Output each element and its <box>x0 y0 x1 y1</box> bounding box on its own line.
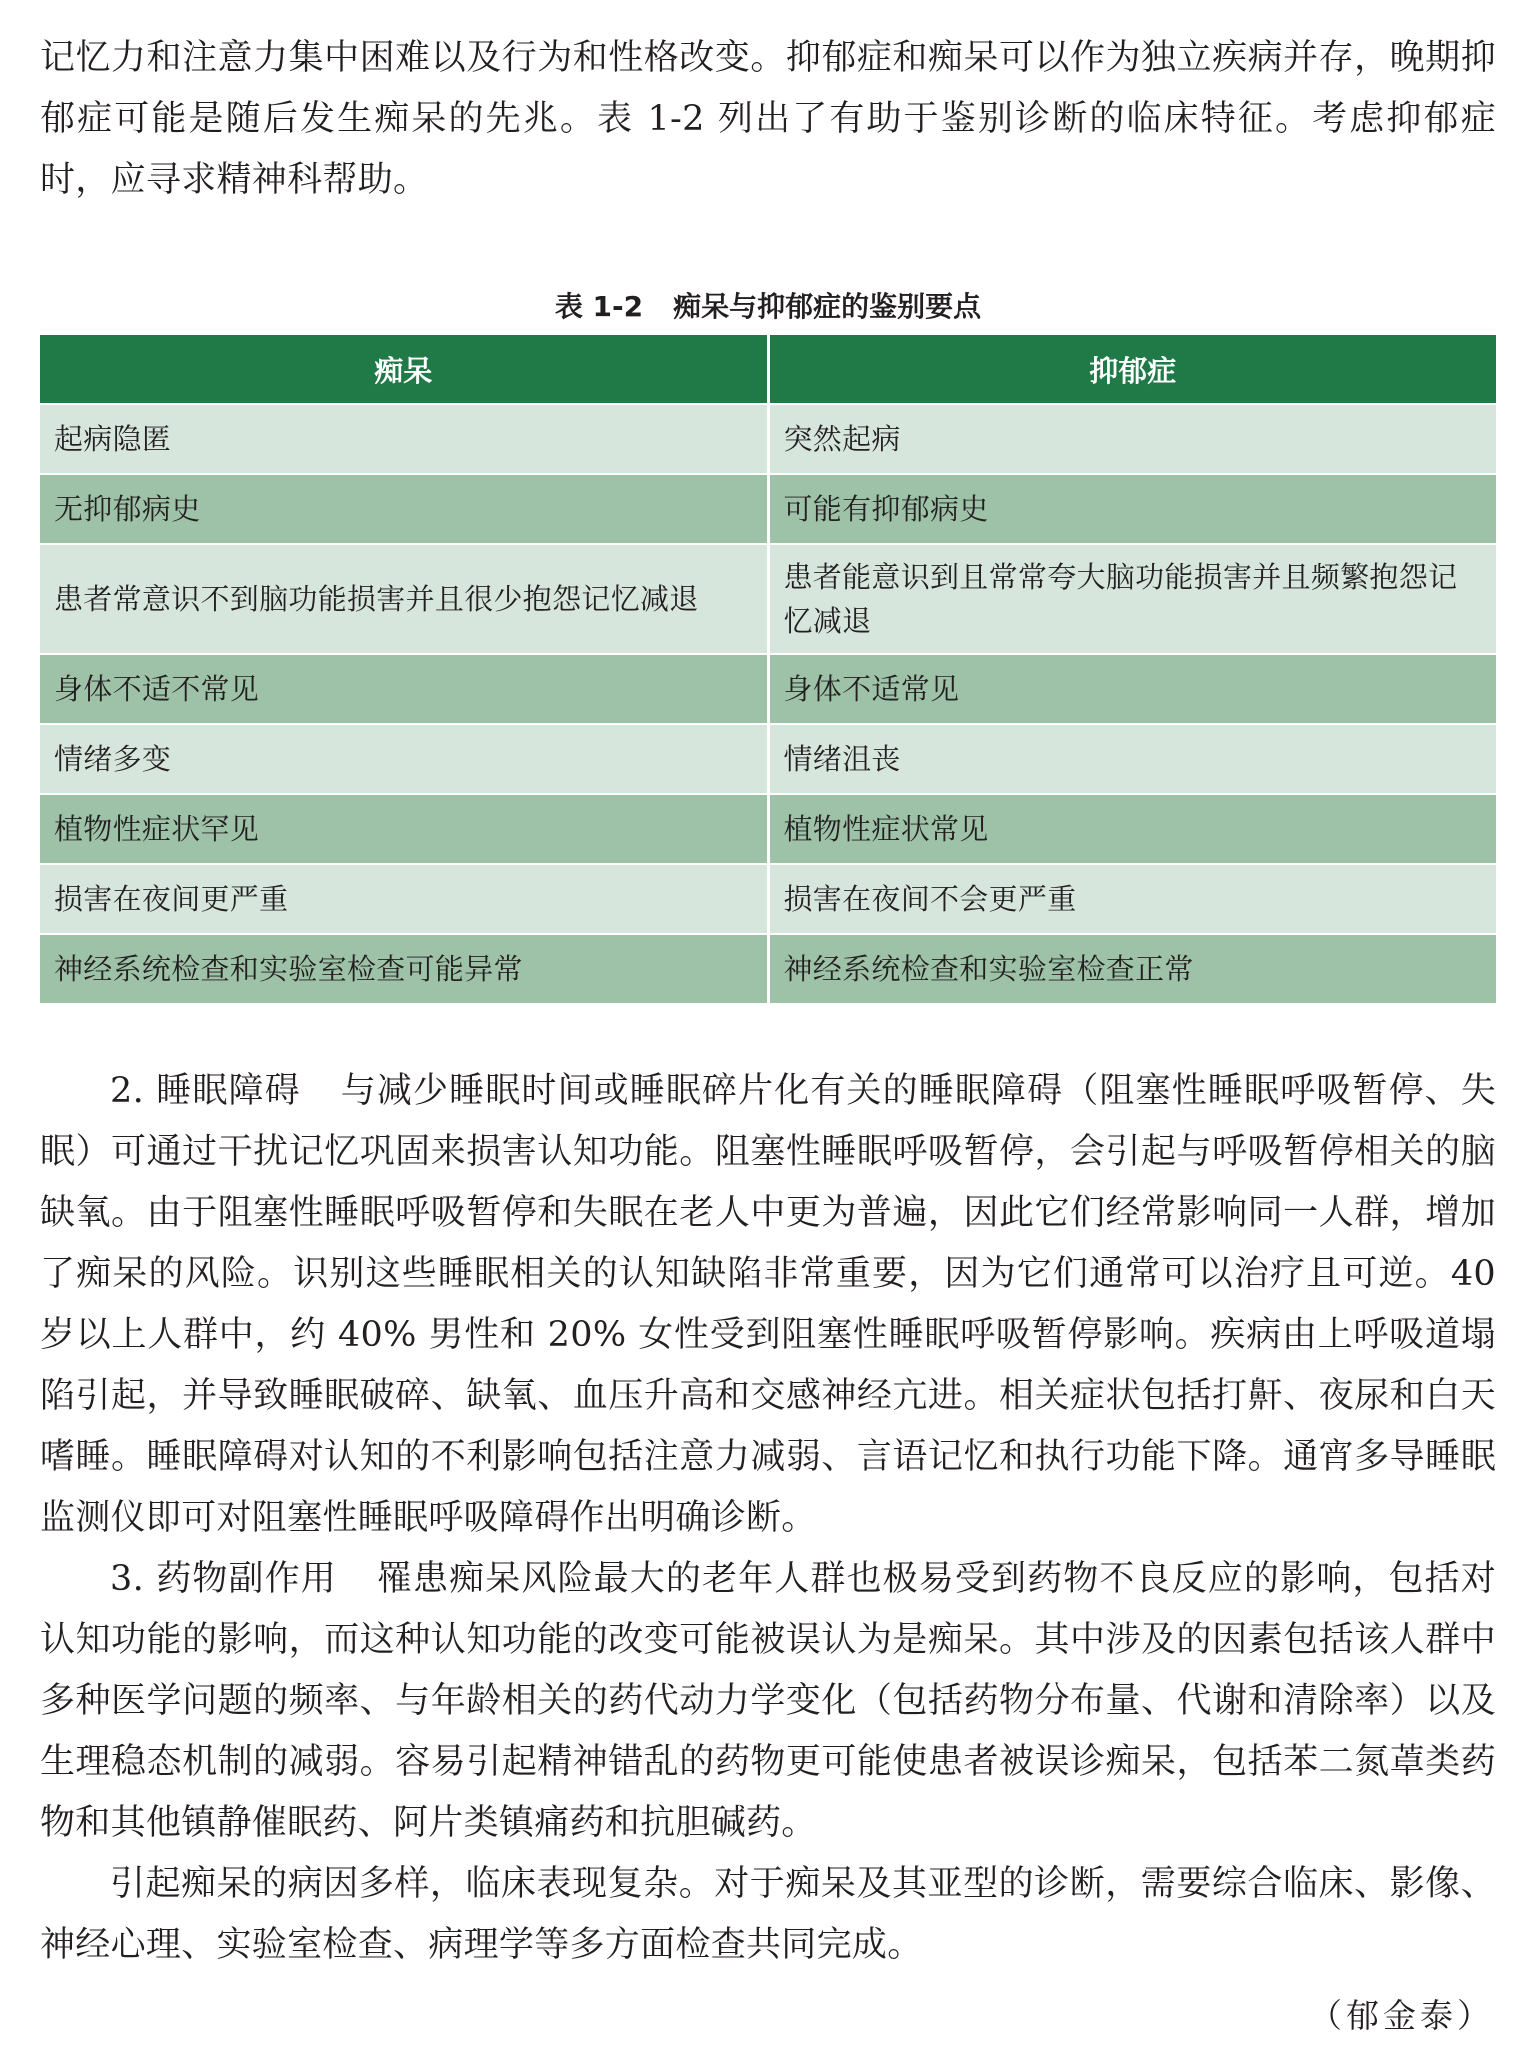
section-title: 2. 睡眠障碍 <box>110 1071 301 1111</box>
cell-dementia: 损害在夜间更严重 <box>40 864 768 934</box>
cell-dementia: 身体不适不常见 <box>40 654 768 724</box>
drug-side-effects-paragraph <box>40 1549 1496 1854</box>
table-row <box>40 404 1496 474</box>
table-row <box>40 654 1496 724</box>
cell-depression: 突然起病 <box>768 404 1496 474</box>
cell-depression: 神经系统检查和实验室检查正常 <box>768 934 1496 1004</box>
cell-depression: 情绪沮丧 <box>768 724 1496 794</box>
sleep-disorder-paragraph <box>40 1061 1496 1549</box>
cell-depression: 患者能意识到且常常夸大脑功能损害并且频繁抱怨记忆减退 <box>768 544 1496 654</box>
conclusion-paragraph: 引起痴呆的病因多样，临床表现复杂。对于痴呆及其亚型的诊断，需要综合临床、影像、神经心理、实验室检查、病理学等多方面检查共同完成。 <box>40 1864 1496 1965</box>
author-signature: （郁金泰） <box>1309 1996 1494 2035</box>
section-text: 与减少睡眠时间或睡眠碎片化有关的睡眠障碍（阻塞性睡眠呼吸暂停、失眠）可通过干扰记忆巩固来损害认知功能。阻塞性睡眠呼吸暂停，会引起与呼吸暂停相关的脑缺氧。由于阻塞性睡眠呼吸暂停和失眠在老人中更为普遍，因此它们经常影响同一人群，增加了痴呆的风险。识别这些睡眠相关的认知缺陷非常重要，因为它们通常可以治疗且可逆。40 岁以上人群中，约 40% 男性和 20% 女性受到阻塞性睡眠呼吸暂停影响。疾病由上呼吸道塌陷引起，并导致睡眠破碎、缺氧、血压升高和交感神经亢进。相关症状包括打鼾、夜尿和白天嗜睡。睡眠障碍对认知的不利影响包括注意力减弱、言语记忆和执行功能下降。通宵多导睡眠监测仪即可对阻塞性睡眠呼吸障碍作出明确诊断。 <box>40 1071 1496 1538</box>
comparison-table <box>40 335 1496 1005</box>
cell-depression: 可能有抑郁病史 <box>768 474 1496 544</box>
table-caption-title: 痴呆与抑郁症的鉴别要点 <box>673 290 982 323</box>
header-dementia: 痴呆 <box>40 335 768 404</box>
cell-dementia: 情绪多变 <box>40 724 768 794</box>
section-title: 3. 药物副作用 <box>110 1559 337 1599</box>
table-header-row <box>40 335 1496 404</box>
header-depression: 抑郁症 <box>768 335 1496 404</box>
cell-dementia: 患者常意识不到脑功能损害并且很少抱怨记忆减退 <box>40 544 768 654</box>
intro-paragraph: 记忆力和注意力集中困难以及行为和性格改变。抑郁症和痴呆可以作为独立疾病并存，晚期抑郁症可能是随后发生痴呆的先兆。表 1-2 列出了有助于鉴别诊断的临床特征。考虑抑郁症时，应寻求精神科帮助。 <box>40 38 1496 200</box>
cell-depression: 植物性症状常见 <box>768 794 1496 864</box>
table-caption <box>40 287 1496 327</box>
table-row <box>40 794 1496 864</box>
cell-depression: 损害在夜间不会更严重 <box>768 864 1496 934</box>
cell-dementia: 起病隐匿 <box>40 404 768 474</box>
table-row <box>40 544 1496 654</box>
table-row <box>40 934 1496 1004</box>
cell-dementia: 神经系统检查和实验室检查可能异常 <box>40 934 768 1004</box>
table-caption-number: 表 1-2 <box>554 290 644 323</box>
cell-dementia: 无抑郁病史 <box>40 474 768 544</box>
section-text: 罹患痴呆风险最大的老年人群也极易受到药物不良反应的影响，包括对认知功能的影响，而这种认知功能的改变可能被误认为是痴呆。其中涉及的因素包括该人群中多种医学问题的频率、与年龄相关的药代动力学变化（包括药物分布量、代谢和清除率）以及生理稳态机制的减弱。容易引起精神错乱的药物更可能使患者被误诊痴呆，包括苯二氮䓬类药物和其他镇静催眠药、阿片类镇痛药和抗胆碱药。 <box>40 1559 1496 1843</box>
table-row <box>40 724 1496 794</box>
cell-dementia: 植物性症状罕见 <box>40 794 768 864</box>
table-row <box>40 864 1496 934</box>
table-row <box>40 474 1496 544</box>
cell-depression: 身体不适常见 <box>768 654 1496 724</box>
